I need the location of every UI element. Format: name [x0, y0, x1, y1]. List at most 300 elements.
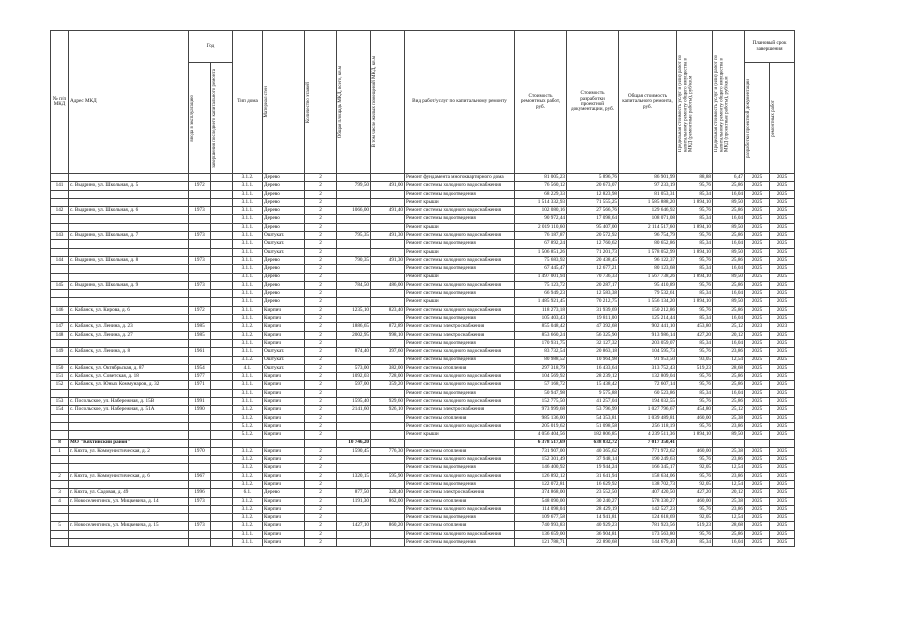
cell-year-overhaul [211, 323, 233, 331]
cell-wall-material: Дерево [263, 290, 305, 298]
cell-term-repair: 2025 [770, 223, 795, 231]
cell-cost-design: 5 896,76 [567, 174, 619, 182]
cell-residential-area [371, 198, 405, 206]
cell-year-commission: 1973 [189, 256, 211, 264]
cell-total-area: 1320,15 [337, 472, 371, 480]
cell-row-number: 148 [51, 331, 69, 339]
cell-house-type: 3.1.2. [233, 522, 263, 530]
table-row [51, 539, 795, 547]
cell-cost-design: 28 429,19 [567, 505, 619, 513]
cell-row-number: 151 [51, 373, 69, 381]
cell-year-overhaul [211, 364, 233, 372]
cell-cost-total: 72 607,14 [619, 381, 677, 389]
cell-cost-total: 313 752,43 [619, 364, 677, 372]
col-header-total-area [337, 31, 371, 174]
cell-floors: 2 [305, 464, 337, 472]
cell-unit-cost-marginal: 95,76 [677, 281, 713, 289]
cell-wall-material: Кирпич [263, 522, 305, 530]
cell-unit-cost-design: 28,68 [713, 364, 745, 372]
cell-address [69, 456, 189, 464]
cell-total-area [337, 315, 371, 323]
cell-wall-material: Дерево [263, 298, 305, 306]
cell-cost-design: 17 098,64 [567, 215, 619, 223]
cell-term-repair: 2025 [770, 356, 795, 364]
cell-address [69, 190, 189, 198]
cell-year-overhaul [211, 373, 233, 381]
cell-year-commission [189, 389, 211, 397]
cell-address: с. Посольское, ул. Набережная, д. 15В [69, 398, 189, 406]
cell-term-design: 2025 [745, 505, 770, 513]
cell-address [69, 431, 189, 439]
cell-unit-cost-marginal: 88,88 [677, 174, 713, 182]
cell-total-area [337, 530, 371, 538]
cell-work-type: Ремонт крыши [405, 198, 515, 206]
cell-year-commission: 1990 [189, 406, 211, 414]
cell-cost-total: 80 123,68 [619, 265, 677, 273]
table-row [51, 381, 795, 389]
cell-cost-total: 1 556 134,20 [619, 298, 677, 306]
cell-work-type: Ремонт системы отопления [405, 364, 515, 372]
cell-work-type: Ремонт фундамента многоквартирного дома [405, 174, 515, 182]
cell-address: г. Новоселенгинск, ул. Мицкевича, д. 15 [69, 522, 189, 530]
cell-cost-repair: 170 931,75 [515, 339, 567, 347]
cell-unit-cost-design: 89,50 [713, 431, 745, 439]
cell-cost-total: 138 702,73 [619, 480, 677, 488]
cell-wall-material: Кирпич [263, 514, 305, 522]
cell-cost-repair: 731 907,00 [515, 447, 567, 455]
cell-term-repair: 2025 [770, 414, 795, 422]
cell-house-type: 6.1. [233, 489, 263, 497]
cell-cost-total: 190 249,63 [619, 456, 677, 464]
cell-residential-area: 328,40 [371, 489, 405, 497]
cell-cost-design: 10 964,98 [567, 356, 619, 364]
cell-year-commission: 1970 [189, 447, 211, 455]
cell-cost-repair: 4 056 404,56 [515, 431, 567, 439]
cell-year-commission: 1977 [189, 373, 211, 381]
cell-year-commission: 1967 [189, 472, 211, 480]
cell-address [69, 505, 189, 513]
cell-cost-repair: 121 788,71 [515, 539, 567, 547]
cell-residential-area: 728,00 [371, 373, 405, 381]
cell-unit-cost-design: 28,68 [713, 522, 745, 530]
cell-floors: 2 [305, 480, 337, 488]
year-overhaul-label: завершения последнего капитального ремонта [212, 68, 217, 168]
table-row [51, 174, 795, 182]
cell-term-repair: 2025 [770, 472, 795, 480]
cell-cost-design: 9 575,88 [567, 389, 619, 397]
cell-wall-material [263, 439, 305, 447]
table-row [51, 398, 795, 406]
cell-cost-total: 166 345,17 [619, 464, 677, 472]
cell-year-overhaul [211, 406, 233, 414]
cell-floors: 2 [305, 207, 337, 215]
cell-year-overhaul [211, 306, 233, 314]
cell-address: с. Выдрино, ул. Школьная, д. 9 [69, 281, 189, 289]
cell-unit-cost-design: 12,54 [713, 464, 745, 472]
cell-floors: 2 [305, 472, 337, 480]
cell-address: с. Кабанск, ул. Ленина, д. 23 [69, 323, 189, 331]
cell-residential-area [371, 174, 405, 182]
cell-unit-cost-design: 23,86 [713, 472, 745, 480]
cell-unit-cost-design: 25,86 [713, 256, 745, 264]
cell-cost-repair: 6 378 517,69 [515, 439, 567, 447]
col-header-unit-cost-marginal [677, 31, 713, 174]
cell-house-type: 3.1.1. [233, 381, 263, 389]
table-row [51, 422, 795, 430]
cell-term-design: 2025 [745, 198, 770, 206]
cell-cost-repair: 973 999,68 [515, 406, 567, 414]
cell-wall-material: Кирпич [263, 389, 305, 397]
cell-year-overhaul [211, 331, 233, 339]
cell-unit-cost-marginal: 95,76 [677, 306, 713, 314]
col-header-year: Год [189, 31, 233, 63]
cell-row-number [51, 190, 69, 198]
cell-cost-design: 27 566,76 [567, 207, 619, 215]
cell-cost-repair: 985 136,00 [515, 414, 567, 422]
cell-wall-material: Кирпич [263, 315, 305, 323]
cell-total-area: 1191,30 [337, 497, 371, 505]
cell-unit-cost-marginal: 95,76 [677, 348, 713, 356]
cell-cost-repair: 1 506 851,26 [515, 248, 567, 256]
cell-wall-material: Кирпич [263, 422, 305, 430]
cell-unit-cost-marginal [677, 439, 713, 447]
cell-floors: 2 [305, 248, 337, 256]
cell-unit-cost-marginal: 85,34 [677, 240, 713, 248]
cell-house-type: 3.1.1. [233, 198, 263, 206]
cell-cost-total: 96 122,37 [619, 256, 677, 264]
cell-wall-material: Дерево [263, 182, 305, 190]
cell-year-overhaul [211, 472, 233, 480]
cell-unit-cost-marginal: 85,34 [677, 539, 713, 547]
col-header-work-type: Вид работ/услуг по капитальному ремонту [405, 31, 515, 174]
cell-term-design: 2025 [745, 232, 770, 240]
unit-cost-design-label: Предельная стоимость услуг и (или) работ по капитальному ремонту общего имущества в МКД (проектные работы), руб/кв.м [714, 54, 730, 152]
cell-work-type: Ремонт системы холодного водоснабжения [405, 381, 515, 389]
table-row [51, 456, 795, 464]
table-row [51, 439, 795, 447]
cell-cost-design: 12 760,62 [567, 240, 619, 248]
cell-term-repair: 2025 [770, 215, 795, 223]
cell-year-overhaul [211, 298, 233, 306]
cell-year-overhaul [211, 207, 233, 215]
cell-row-number: 142 [51, 207, 69, 215]
cell-cost-repair: 297 318,79 [515, 364, 567, 372]
cell-floors: 2 [305, 447, 337, 455]
col-header-floors [305, 31, 337, 174]
cell-total-area [337, 389, 371, 397]
cell-house-type: 3.1.1. [233, 256, 263, 264]
cell-unit-cost-marginal: 427,20 [677, 489, 713, 497]
cell-wall-material: Оштукат. [263, 248, 305, 256]
cell-unit-cost-design: 12,54 [713, 480, 745, 488]
cell-term-design: 2025 [745, 406, 770, 414]
cell-year-commission: 1973 [189, 207, 211, 215]
cell-wall-material: Дерево [263, 190, 305, 198]
cell-row-number [51, 240, 69, 248]
cell-term-repair: 2025 [770, 265, 795, 273]
cell-unit-cost-design: 12,54 [713, 356, 745, 364]
cell-year-overhaul [211, 190, 233, 198]
cell-row-number: 4 [51, 497, 69, 505]
cell-unit-cost-marginal: 85,34 [677, 190, 713, 198]
cell-year-overhaul [211, 223, 233, 231]
cell-house-type: 3.1.1. [233, 190, 263, 198]
cell-unit-cost-design: 16,04 [713, 315, 745, 323]
cell-cost-repair: 50 947,98 [515, 389, 567, 397]
cell-house-type: 3.1.2. [233, 356, 263, 364]
cell-cost-total: 1 585 888,20 [619, 198, 677, 206]
cell-wall-material: Оштукат. [263, 232, 305, 240]
cell-residential-area: 382,00 [371, 364, 405, 372]
cell-term-design: 2025 [745, 215, 770, 223]
cell-residential-area: 595,90 [371, 472, 405, 480]
cell-year-overhaul [211, 439, 233, 447]
cell-row-number [51, 198, 69, 206]
cell-total-area [337, 456, 371, 464]
cell-year-commission [189, 223, 211, 231]
cell-residential-area: 929,60 [371, 398, 405, 406]
cell-term-repair: 2025 [770, 290, 795, 298]
cell-house-type: 3.1.1. [233, 248, 263, 256]
cell-address [69, 389, 189, 397]
cell-term-repair: 2025 [770, 431, 795, 439]
cell-year-commission: 1971 [189, 381, 211, 389]
cell-row-number [51, 480, 69, 488]
cell-cost-repair: 548 090,00 [515, 497, 567, 505]
cell-year-overhaul [211, 389, 233, 397]
cell-wall-material: Кирпич [263, 497, 305, 505]
cell-floors: 2 [305, 364, 337, 372]
cell-unit-cost-marginal: 95,76 [677, 505, 713, 513]
cell-term-design: 2025 [745, 348, 770, 356]
cell-year-overhaul [211, 232, 233, 240]
cell-unit-cost-design: 16,04 [713, 240, 745, 248]
cell-cost-design: 16 433,64 [567, 364, 619, 372]
cell-unit-cost-marginal: 85,34 [677, 290, 713, 298]
table-row [51, 489, 795, 497]
cell-unit-cost-marginal: 1 894,10 [677, 248, 713, 256]
cell-floors [305, 439, 337, 447]
cell-floors: 2 [305, 522, 337, 530]
cell-year-commission: 1973 [189, 497, 211, 505]
cell-work-type: Ремонт системы холодного водоснабжения [405, 505, 515, 513]
cell-total-area: 1590,45 [337, 447, 371, 455]
cell-unit-cost-design: 25,86 [713, 207, 745, 215]
cell-residential-area: 776,30 [371, 447, 405, 455]
cell-cost-design: 54 353,81 [567, 414, 619, 422]
cell-year-overhaul [211, 356, 233, 364]
cell-cost-design: 638 832,72 [567, 439, 619, 447]
cell-wall-material: Кирпич [263, 398, 305, 406]
cell-residential-area [371, 530, 405, 538]
cell-unit-cost-design: 89,50 [713, 248, 745, 256]
cell-year-overhaul [211, 489, 233, 497]
cell-residential-area [371, 240, 405, 248]
cell-cost-design: 36 904,81 [567, 530, 619, 538]
cell-unit-cost-marginal: 95,76 [677, 472, 713, 480]
cell-work-type: Ремонт крыши [405, 248, 515, 256]
cell-residential-area: 862,00 [371, 497, 405, 505]
cell-term-design: 2025 [745, 431, 770, 439]
cell-work-type: Ремонт системы холодного водоснабжения [405, 232, 515, 240]
cell-floors: 2 [305, 298, 337, 306]
cell-residential-area [371, 339, 405, 347]
cell-cost-total: 578 330,27 [619, 497, 677, 505]
cell-term-design: 2025 [745, 456, 770, 464]
cell-address: с. Выдрино, ул. Школьная, д. 7 [69, 232, 189, 240]
cell-total-area [337, 431, 371, 439]
table-row [51, 406, 795, 414]
cell-term-repair: 2025 [770, 331, 795, 339]
cell-address [69, 223, 189, 231]
cell-term-repair: 2025 [770, 456, 795, 464]
cell-cost-design: 19 811,00 [567, 315, 619, 323]
table-row [51, 480, 795, 488]
cell-address: г. Новоселенгинск, ул. Мицкевича, д. 14 [69, 497, 189, 505]
cell-year-commission [189, 190, 211, 198]
cell-residential-area [371, 190, 405, 198]
cell-unit-cost-design: 25,38 [713, 447, 745, 455]
cell-residential-area: 860,20 [371, 522, 405, 530]
cell-cost-repair: 205 019,62 [515, 422, 567, 430]
cell-year-commission [189, 414, 211, 422]
cell-row-number: 2 [51, 472, 69, 480]
table-row [51, 472, 795, 480]
cell-total-area [337, 480, 371, 488]
col-header-no: № п/п МКД [51, 31, 69, 174]
cell-wall-material: Дерево [263, 489, 305, 497]
cell-unit-cost-marginal: 1 894,10 [677, 198, 713, 206]
cell-work-type: Ремонт системы водоотведения [405, 215, 515, 223]
cell-year-overhaul [211, 182, 233, 190]
cell-wall-material: Кирпич [263, 373, 305, 381]
cell-term-design: 2025 [745, 539, 770, 547]
cell-unit-cost-design: 89,50 [713, 223, 745, 231]
year-commission-label: ввода в эксплуатацию [190, 94, 195, 142]
cell-unit-cost-design: 89,50 [713, 298, 745, 306]
cell-term-design: 2025 [745, 389, 770, 397]
cell-wall-material: Кирпич [263, 472, 305, 480]
cell-floors: 2 [305, 356, 337, 364]
cell-term-repair: 2025 [770, 207, 795, 215]
cell-term-repair: 2025 [770, 522, 795, 530]
cell-year-commission [189, 539, 211, 547]
table-row [51, 431, 795, 439]
cell-year-overhaul [211, 215, 233, 223]
cell-work-type [405, 439, 515, 447]
cell-address: с. Выдрино, ул. Школьная, д. 8 [69, 256, 189, 264]
cell-cost-design: 32 127,32 [567, 339, 619, 347]
cell-address: МО "Кяхтинский район" [69, 439, 189, 447]
cell-total-area: 790,35 [337, 256, 371, 264]
table-row [51, 290, 795, 298]
col-header-cost-total: Общая стоимость капитального ремонта, руб. [619, 31, 677, 174]
cell-wall-material: Кирпич [263, 480, 305, 488]
cell-residential-area: 998,10 [371, 331, 405, 339]
cell-work-type: Ремонт крыши [405, 298, 515, 306]
cell-year-commission [189, 530, 211, 538]
cell-row-number [51, 273, 69, 281]
cell-year-overhaul [211, 514, 233, 522]
cell-unit-cost-design: 23,86 [713, 348, 745, 356]
cell-total-area: 10 746,20 [337, 439, 371, 447]
cell-cost-repair: 83 732,54 [515, 348, 567, 356]
cell-work-type: Ремонт системы холодного водоснабжения [405, 256, 515, 264]
cell-term-repair: 2025 [770, 240, 795, 248]
table-row [51, 248, 795, 256]
cell-cost-repair: 90 972,44 [515, 215, 567, 223]
cell-row-number: 8 [51, 439, 69, 447]
cell-residential-area [371, 290, 405, 298]
cell-row-number: 141 [51, 182, 69, 190]
cell-floors: 2 [305, 315, 337, 323]
cell-cost-total: 1 027 796,67 [619, 406, 677, 414]
cell-unit-cost-design: 16,04 [713, 190, 745, 198]
cell-house-type: 3.1.2. [233, 323, 263, 331]
cell-floors: 2 [305, 281, 337, 289]
cell-year-overhaul [211, 381, 233, 389]
cell-address: г. Кяхта, ул. Садовая, д. 49 [69, 489, 189, 497]
cell-cost-repair: 118 273,18 [515, 306, 567, 314]
cell-wall-material: Кирпич [263, 431, 305, 439]
col-header-term-design [745, 63, 770, 174]
cell-cost-design: 20 673,07 [567, 182, 619, 190]
cell-year-commission [189, 339, 211, 347]
cell-unit-cost-design: 23,86 [713, 422, 745, 430]
cell-work-type: Ремонт системы отопления [405, 414, 515, 422]
cell-year-commission [189, 248, 211, 256]
cell-term-repair: 2025 [770, 373, 795, 381]
table-row [51, 389, 795, 397]
cell-unit-cost-design: 25,86 [713, 381, 745, 389]
cell-term-repair: 2025 [770, 497, 795, 505]
cell-cost-design: 23 552,50 [567, 489, 619, 497]
table-row [51, 464, 795, 472]
cell-cost-total: 144 679,40 [619, 539, 677, 547]
cell-residential-area: 397,60 [371, 348, 405, 356]
cell-year-overhaul [211, 339, 233, 347]
cell-address: с. Кабанск, ул. Кирова, д. 6 [69, 306, 189, 314]
cell-floors: 2 [305, 273, 337, 281]
cell-unit-cost-design: 25,38 [713, 414, 745, 422]
cell-wall-material: Дерево [263, 198, 305, 206]
cell-term-design: 2025 [745, 480, 770, 488]
cell-year-commission [189, 439, 211, 447]
cell-address [69, 290, 189, 298]
cell-wall-material: Кирпич [263, 464, 305, 472]
cell-address [69, 514, 189, 522]
cell-year-commission: 1985 [189, 331, 211, 339]
cell-total-area [337, 339, 371, 347]
cell-row-number [51, 422, 69, 430]
col-header-cost-design: Стоимость разработки проектной документации, руб. [567, 31, 619, 174]
cell-row-number [51, 530, 69, 538]
cell-house-type [233, 439, 263, 447]
cell-term-design: 2025 [745, 381, 770, 389]
cell-wall-material: Кирпич [263, 447, 305, 455]
cell-cost-total: 95 410,89 [619, 281, 677, 289]
cell-row-number [51, 514, 69, 522]
cell-year-commission [189, 422, 211, 430]
cell-wall-material: Оштукат. [263, 364, 305, 372]
cell-total-area [337, 174, 371, 182]
cell-house-type: 3.1.2. [233, 464, 263, 472]
table-row [51, 190, 795, 198]
cell-unit-cost-marginal: 1 894,10 [677, 298, 713, 306]
cell-unit-cost-marginal: 95,76 [677, 530, 713, 538]
cell-house-type: 4.1. [233, 364, 263, 372]
cell-year-commission [189, 215, 211, 223]
